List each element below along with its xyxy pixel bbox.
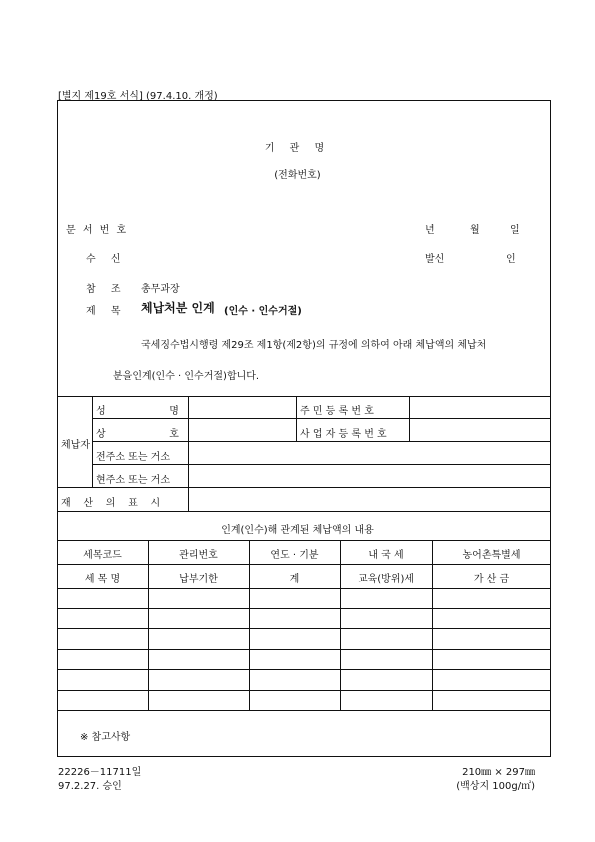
subject-sub: (인수 · 인수거절): [224, 306, 302, 317]
table-row-line: [57, 564, 551, 565]
subject-label: 제 목: [86, 306, 121, 317]
curr-address-label: 현주소 또는 거소: [96, 475, 170, 486]
table-header-cell: 세 목 명: [84, 574, 121, 585]
taxpayer-group-divider: [92, 396, 93, 487]
table-row-line: [57, 690, 551, 691]
table-row-line: [57, 649, 551, 650]
doc-number-label: 문 서 번 호: [66, 225, 129, 236]
divider-property-bottom: [57, 511, 551, 512]
arrears-title: 인계(인수)해 관계된 체납액의 내용: [221, 525, 374, 536]
date-year-label: 년: [425, 225, 435, 236]
table-column-line: [148, 540, 149, 710]
table-column-line: [340, 540, 341, 710]
notes-label: ※ 참고사항: [80, 732, 131, 743]
right-label-divider: [409, 396, 410, 441]
table-header-cell: 교육(방위)세: [357, 574, 415, 585]
table-header-cell: 농어촌특별세: [462, 550, 521, 561]
table-header-cell: 내 국 세: [368, 550, 404, 561]
table-row-line: [57, 588, 551, 589]
table-header-cell: 관리번호: [179, 550, 218, 561]
arrears-table-top: [57, 540, 551, 541]
prev-address-label: 전주소 또는 거소: [96, 452, 170, 463]
paper-size: 210㎜ × 297㎜: [462, 767, 535, 778]
reference-value: 총무과장: [141, 284, 180, 295]
sender-suffix: 인: [506, 254, 516, 265]
body-line-1: 국세징수법시행령 제29조 제1항(제2항)의 규정에 의하여 아래 체납액의 체납처: [141, 340, 487, 351]
divider-row-2: [92, 418, 551, 419]
table-header-cell: 세목코드: [83, 550, 122, 561]
table-header-cell: 가 산 금: [473, 574, 510, 585]
table-header-cell: 계: [289, 574, 300, 585]
divider-taxpayer-top: [57, 396, 551, 397]
approval-date: 97.2.27. 승인: [58, 781, 122, 792]
date-day-label: 일: [510, 225, 520, 236]
divider-row-3: [92, 441, 551, 442]
name-label: 성 명: [96, 406, 179, 417]
resident-number-label: 주 민 등 록 번 호: [300, 406, 374, 417]
table-column-line: [249, 540, 250, 710]
table-row-line: [57, 628, 551, 629]
trade-name-label: 상 호: [96, 429, 179, 440]
agency-name: 기 관 명: [264, 143, 331, 154]
form-code: 22226－11711일: [58, 767, 142, 778]
date-month-label: 월: [470, 225, 480, 236]
recipient-label: 수 신: [86, 254, 121, 265]
table-header-cell: 납부기한: [179, 574, 218, 585]
form-number-label: [별지 제19호 서식] (97.4.10. 개정): [58, 91, 218, 102]
divider-row-4: [92, 464, 551, 465]
reference-label: 참 조: [86, 284, 121, 295]
table-header-cell: 연도 · 기분: [270, 550, 319, 561]
paper-type: (백상지 100g/㎡): [456, 781, 535, 792]
middle-divider: [296, 396, 297, 441]
table-column-line: [432, 540, 433, 710]
property-label: 재 산 의 표 시: [61, 498, 161, 509]
body-line-2: 분을인계(인수 · 인수거절)합니다.: [113, 371, 260, 382]
subject-main: 체납처분 인계: [141, 301, 215, 315]
divider-property-top: [57, 487, 551, 488]
table-row-line: [57, 710, 551, 711]
taxpayer-group-label: 체납자: [61, 440, 90, 451]
table-row-line: [57, 608, 551, 609]
table-row-line: [57, 669, 551, 670]
business-number-label: 사 업 자 등 록 번 호: [300, 429, 387, 440]
sender-label: 발신: [425, 254, 445, 265]
label-value-divider: [188, 396, 189, 511]
agency-phone: (전화번호): [274, 170, 321, 181]
